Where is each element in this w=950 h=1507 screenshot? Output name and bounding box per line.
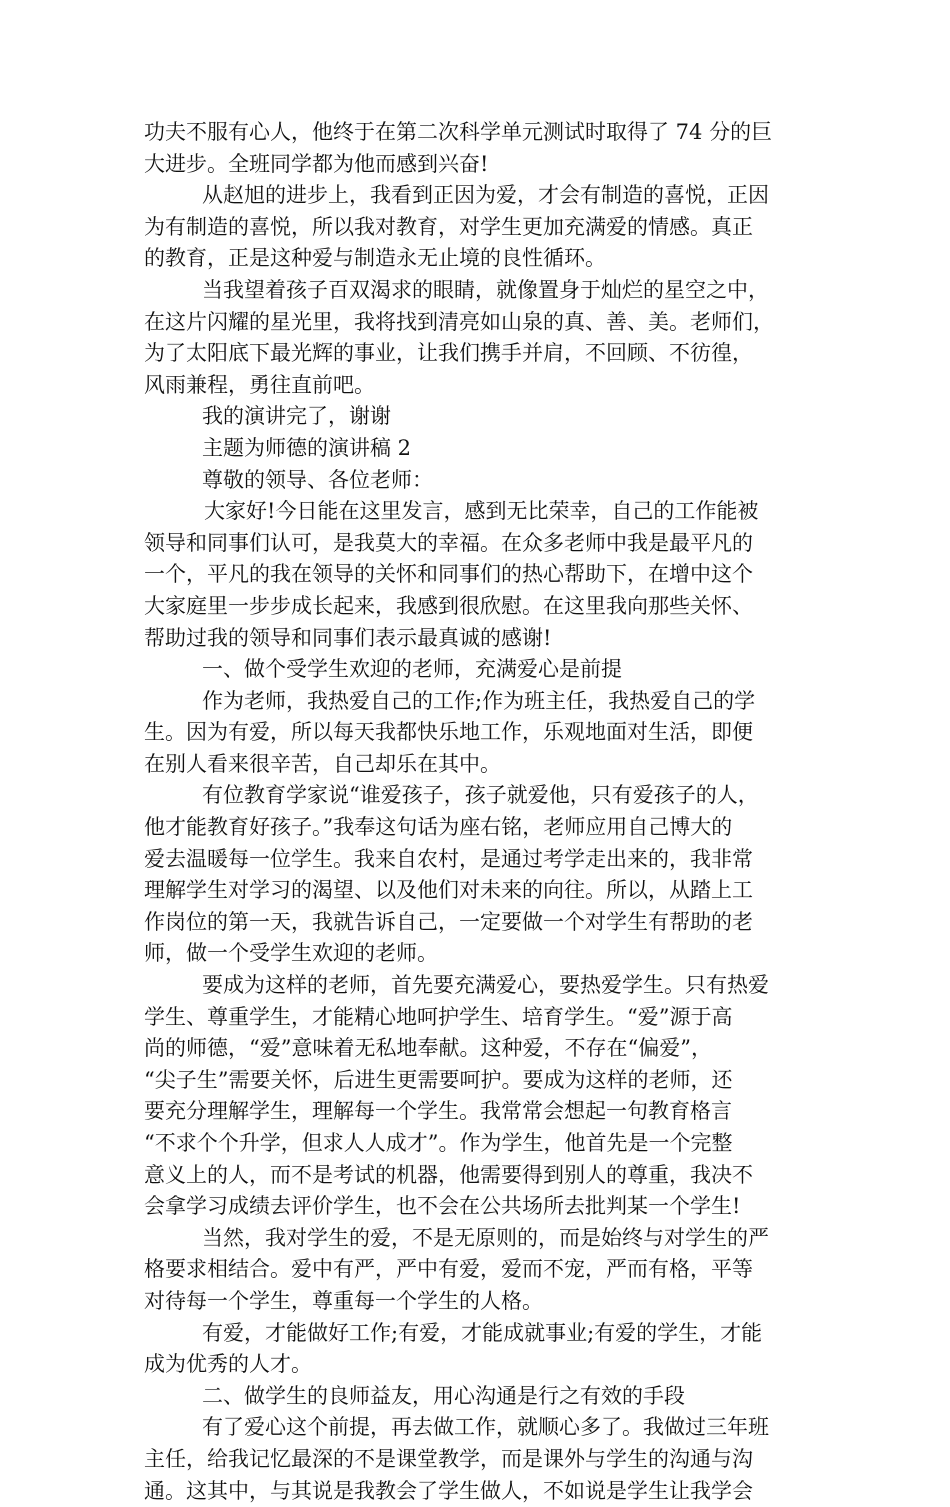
text-line: 通。这其中，与其说是我教会了学生做人，不如说是学生让我学会 — [144, 1478, 753, 1503]
text-line: 当我望着孩子百双渴求的眼睛，就像置身于灿烂的星空之中， — [202, 277, 769, 302]
text-line: 对待每一个学生，尊重每一个学生的人格。 — [144, 1288, 543, 1313]
text-line: 主题为师德的演讲稿 2 — [202, 435, 412, 460]
text-line: “不求个个升学，但求人人成才”。作为学生，他首先是一个完整 — [144, 1131, 733, 1155]
text-line: 会拿学习成绩去评价学生，也不会在公共场所去批判某一个学生! — [144, 1194, 741, 1219]
text-line: 学生、尊重学生，才能精心地呵护学生、培育学生。“爱”源于高 — [144, 1004, 733, 1029]
text-line: 尊敬的领导、各位老师： — [202, 467, 433, 492]
document-body — [144, 117, 806, 1507]
text-line: 一、做个受学生欢迎的老师，充满爱心是前提 — [202, 657, 622, 682]
text-line: 他才能教育好孩子。”我奉这句话为座右铭，老师应用自己博大的 — [144, 815, 733, 840]
text-line: 当然，我对学生的爱，不是无原则的，而是始终与对学生的严 — [202, 1225, 769, 1250]
text-line: 风雨兼程，勇往直前吧。 — [144, 372, 375, 397]
text-line: 尚的师德，“爱”意味着无私地奉献。这种爱，不存在“偏爱”， — [144, 1036, 712, 1061]
text-line: 帮助过我的领导和同事们表示最真诚的感谢! — [144, 625, 552, 650]
text-line: 有爱，才能做好工作;有爱，才能成就事业;有爱的学生，才能 — [202, 1320, 763, 1345]
text-line: 我的演讲完了，谢谢 — [202, 404, 391, 429]
text-line: 作岗位的第一天，我就告诉自己，一定要做一个对学生有帮助的老 — [144, 909, 753, 934]
text-line: 一个，平凡的我在领导的关怀和同事们的热心帮助下，在增中这个 — [144, 562, 753, 587]
text-line: 的教育，正是这种爱与制造永无止境的良性循环。 — [144, 246, 606, 271]
text-line: 二、做学生的良师益友，用心沟通是行之有效的手段 — [202, 1383, 685, 1408]
text-line: 要充分理解学生，理解每一个学生。我常常会想起一句教育格言 — [144, 1099, 732, 1124]
text-line: 为了太阳底下最光辉的事业，让我们携手并肩，不回顾、不彷徨， — [144, 341, 753, 366]
text-line: 生。因为有爱，所以每天我都快乐地工作，乐观地面对生活，即便 — [144, 720, 753, 745]
text-line: 有了爱心这个前提，再去做工作，就顺心多了。我做过三年班 — [202, 1415, 769, 1440]
text-line: 领导和同事们认可，是我莫大的幸福。在众多老师中我是最平凡的 — [144, 530, 753, 555]
text-line: 大家庭里一步步成长起来，我感到很欣慰。在这里我向那些关怀、 — [144, 593, 753, 618]
text-line: 为有制造的喜悦，所以我对教育，对学生更加充满爱的情感。真正 — [144, 214, 753, 239]
text-line: 爱去温暖每一位学生。我来自农村，是通过考学走出来的，我非常 — [144, 846, 753, 871]
text-line: 在别人看来很辛苦，自己却乐在其中。 — [144, 751, 501, 776]
text-line: 作为老师，我热爱自己的工作;作为班主任，我热爱自己的学 — [202, 688, 756, 713]
text-line: 成为优秀的人才。 — [144, 1352, 312, 1377]
text-line: 从赵旭的进步上，我看到正因为爱，才会有制造的喜悦，正因 — [202, 183, 769, 208]
text-line: 大进步。全班同学都为他而感到兴奋! — [144, 151, 489, 176]
text-line: 在这片闪耀的星光里，我将找到清亮如山泉的真、善、美。老师们， — [144, 309, 774, 334]
text-line: 意义上的人，而不是考试的机器，他需要得到别人的尊重，我决不 — [144, 1162, 753, 1187]
text-line: 有位教育学家说“谁爱孩子，孩子就爱他，只有爱孩子的人， — [202, 783, 759, 808]
text-line: 功夫不服有心人，他终于在第二次科学单元测试时取得了 74 分的巨 — [144, 120, 773, 144]
text-line: 大家好!今日能在这里发言，感到无比荣幸，自己的工作能被 — [204, 499, 759, 524]
text-line: 师，做一个受学生欢迎的老师。 — [144, 941, 438, 966]
text-line: 主任，给我记忆最深的不是课堂教学，而是课外与学生的沟通与沟 — [144, 1446, 753, 1471]
text-line: 要成为这样的老师，首先要充满爱心，要热爱学生。只有热爱 — [202, 973, 769, 998]
text-line: 理解学生对学习的渴望、以及他们对未来的向往。所以，从踏上工 — [144, 878, 753, 903]
text-line: 格要求相结合。爱中有严，严中有爱，爱而不宠，严而有格，平等 — [144, 1257, 753, 1282]
text-line: “尖子生”需要关怀，后进生更需要呵护。要成为这样的老师，还 — [144, 1067, 733, 1092]
